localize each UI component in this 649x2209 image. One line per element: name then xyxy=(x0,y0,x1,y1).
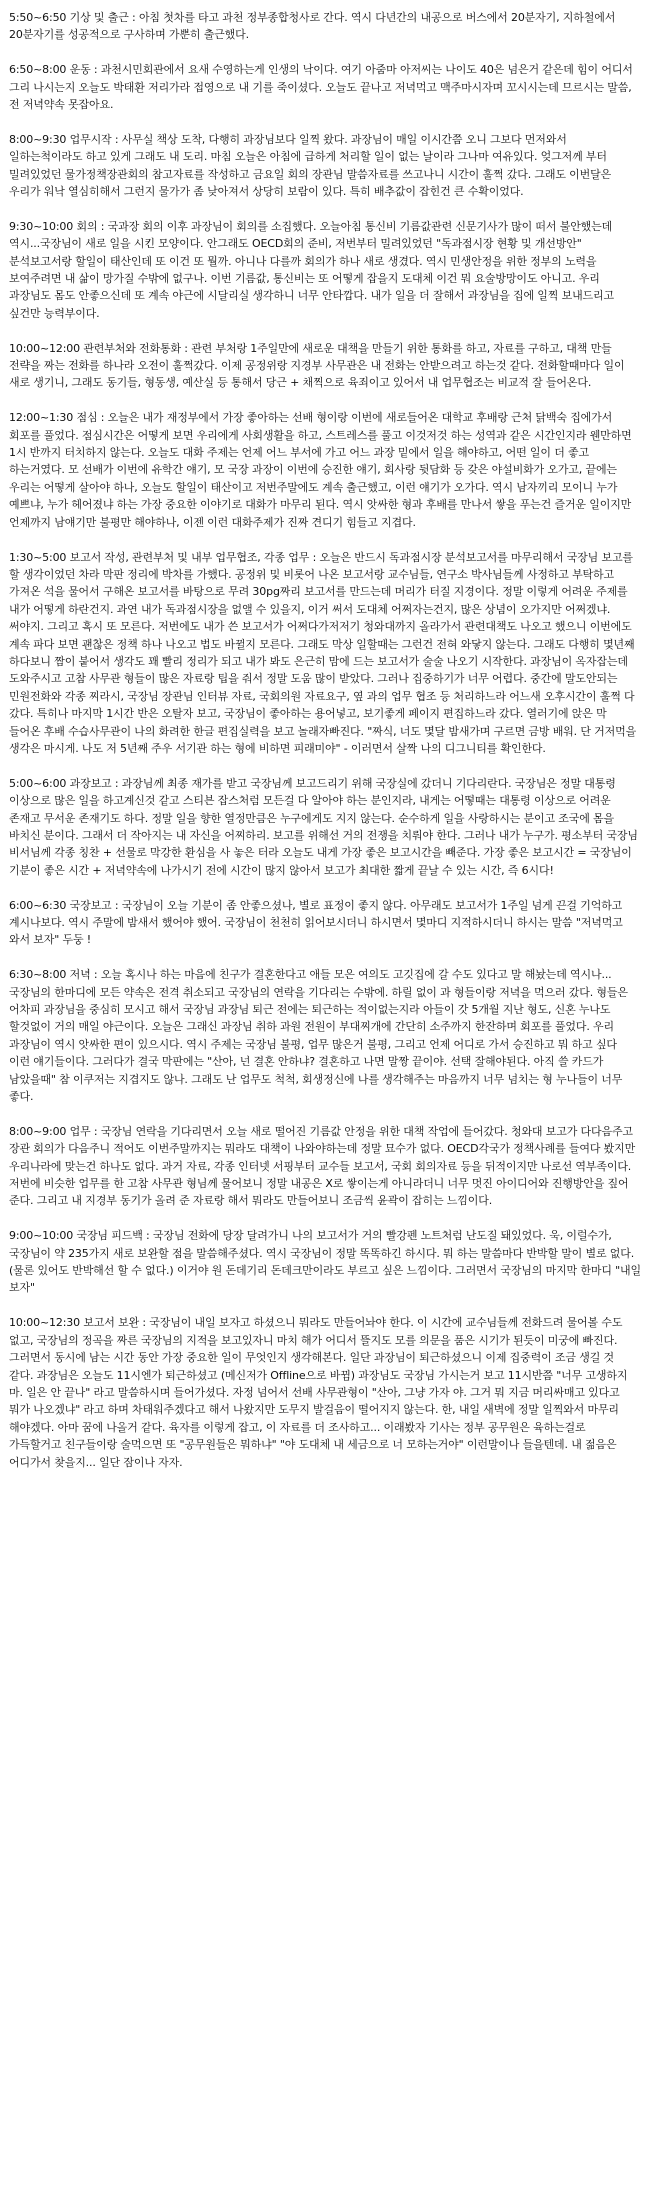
entry-evening-work: 8:00~9:00 업무 : 국장님 연락을 기다리면서 오늘 새로 떨어진 기름값 안정을 위한 대책 작업에 들어갔다. 청와대 보고가 다다음주고 장관 회의가 다음주니 적어도 이번주말까지는 뭐라도 대책이 나와야하는데 정말 묘수가 없다. OECD각국가 정책사례를 들여다 봤지만 우리나라에 맞는건 하나도 없다. 과거 자료, 각종 인터넷 서핑부터 교수들 보고서, 국회 회의자료 등을 뒤적이지만 나로선 역부족이다. 저번에 비슷한 업무를 한 고참 사무관 형님께 물어보니 정말 내공은 X로 쌓이는게 아니라더니 너무 멋진 아이디어와 진행방안을 짚어 준다. 그리고 내 지경부 동기가 올려 준 자료랑 해서 뭐라도 만들어보니 조금씩 윤곽이 잡히는 느낌이다. xyxy=(9,1124,636,1208)
paragraph-gap xyxy=(9,757,641,774)
entry-phone-calls: 10:00~12:00 관련부처와 전화통화 : 관련 부처랑 1주일만에 새로운 대책을 만들기 위한 통화를 하고, 자료를 구하고, 대책 만들 전략을 짜는 전화를 하나라 오전이 훌쩍갔다. 이제 공정위랑 지경부 사무관은 내 전화는 안받으려고 하는것 같다. 전화할때마다 일이 새로 생기니, 그래도 동기들, 형동생, 예산실 등 통해서 당근 + 채찍으로 육죄이고 있어서 내 업무협조는 비교적 잘 들어온다. xyxy=(9,341,625,390)
paragraph-gap xyxy=(9,322,641,339)
entry-report-revision: 10:00~12:30 보고서 보완 : 국장님이 내일 보자고 하셨으니 뭐라도 만들어놔야 한다. 이 시간에 교수님들께 전화드려 물어볼 수도 없고, 국장님의 정곡을 짜른 국장님의 지적을 보고있자니 마치 해가 어디서 뜰지도 모를 의문을 품은 시기가 된듯이 미궁에 빠진다. 그러면서 동시에 남는 시간 동안 가장 중요한 일이 무엇인지 생각해본다. 일단 과장님이 퇴근하셨으니 이제 집중력이 조금 생길 것 같다. 과장님은 오늘도 11시엔가 퇴근하셨고 (메신저가 Offline으로 바뀜) 과장님도 국장님 가시는거 보고 11시반쯤 "너무 고생하지 마. 일은 안 끝나" 라고 말씀하시며 들어가셨다. 자정 넘어서 선배 사무관형이 "산아, 그냥 가자 야. 그거 뭐 지금 머리싸매고 있다고 뭐가 나오겠냐" 라고 하며 차태워주겠다고 해서 나왔지만 도무지 발걸음이 떨어지지 않는다. 한, 내일 새벽에 정말 일찍와서 마무리 해야겠다. 아마 꿈에 나올거 같다. 육자를 이렇게 잡고, 이 자료를 더 조사하고... 이래봤자 기사는 정부 공무원은 육하는걸로 가득할거고 친구들이랑 술먹으면 또 "공무원들은 뭐하냐" "야 도대체 내 세금으로 너 모하는거야" 이런말이나 들을텐데. 내 젊음은 어디가서 찾을지... 일단 잠이나 자자. xyxy=(9,1316,628,1469)
entry-lunch: 12:00~1:30 점심 : 오늘은 내가 재정부에서 가장 좋아하는 선배 형이랑 이번에 새로들어온 대학교 후배랑 근처 닭백숙 집에가서 회포를 풀었다. 점심시간은 어떻게 보면 우리에게 사회생활을 하고, 스트레스를 풀고 이것저것 하는 성역과 같은 시간인지라 웬만하면 1시 반까지 터치하지 않는다. 오늘도 대화 주제는 언제 어느 부서에 가고 어느 과장 밑에서 일을 해야하고, 어떤 일이 더 좋고 하는거였다. 모 선배가 이번에 유학간 얘기, 모 국장 과장이 이번에 승진한 얘기, 회사랑 뒷담화 등 갖은 야설비화가 오가고, 끝에는 우리는 어떻게 살아야 하나, 오늘도 할일이 태산이고 저번주말에도 계속 출근했고, 이런 얘기가 오가다. 역시 남자끼리 모이니 누가 예쁘냐, 누가 헤어졌냐 하는 가장 중요한 이야기로 대화가 마무리 된다. 역시 앗싸한 형과 후배를 만나서 쌓을 푸는건 즐거운 일이지만 언제까지 남얘기만 불평만 해야하나, 이젠 이런 대화주제가 진짜 견디기 힘들고 지겹다. xyxy=(9,411,632,529)
entry-director-feedback: 9:00~10:00 국장님 피드백 : 국장님 전화에 당장 달려가니 나의 보고서가 거의 빨강펜 노트처럼 난도질 돼있었다. 욱, 이럴수가, 국장님이 약 235가지 새로 보완할 점을 말씀해주셨다. 역시 국장님이 정말 똑똑하긴 하시다. 뭐 하는 말씀마다 반박할 말이 별로 없다. (물론 있어도 반박해선 할 수 없다.) 이거야 원 돈데기리 돈데크만이라도 부르고 싶은 느낌이다. 그러면서 국장님의 마지막 한마디 "내일 보자" xyxy=(9,1229,642,1295)
entry-section-chief-report: 5:00~6:00 과장보고 : 과장님께 최종 재가를 받고 국장님께 보고드리기 위해 국장실에 갔더니 기다리란다. 국장님은 정말 대통령 이상으로 많은 일을 하고계신것 같고 스티븐 잡스처럼 모든걸 다 알아야 하는 분인지라, 내게는 어떻때는 대통령 이상으로 어려운 존재고 무서운 존재기도 하다. 정말 일을 향한 열정만큼은 누구에게도 지지 않는다. 순수하게 일을 사랑하시는 분이고 조국에 몸을 바치신 분이다. 그래서 더 작아지는 내 자신을 어찌하리. 보고를 위해선 거의 전쟁을 치뤄야 한다. 그러나 내가 누구가. 평소부터 국장님 비서님께 각종 칭찬 + 선물로 막강한 환심을 사 놓은 터라 오늘도 내게 가장 좋은 보고시간을 빼준다. 가장 좋은 보고시간 = 국장님이 기분이 좋은 시간 + 저녁약속에 나가시기 전에 시간이 많지 않아서 보고가 최대한 짧게 끝날 수 있는 시간, 즉 6시다! xyxy=(9,776,638,877)
entry-wakeup-commute: 5:50~6:50 기상 및 출근 : 아침 첫차를 타고 과천 정부종합청사로 간다. 역시 다년간의 내공으로 버스에서 20분자기, 지하철에서 20분자기를 성공적으로 구사하며 가뿐히 출근했다. xyxy=(9,11,616,42)
entry-dinner: 6:30~8:00 저녁 : 오늘 혹시나 하는 마음에 친구가 결혼한다고 애들 모은 여의도 고깃집에 갈 수도 있다고 말 해놨는데 역시나... 국장님의 한마디에 모든 약속은 전격 취소되고 국장님의 연락을 기다리는 수밖에. 하릴 없이 과 형들이랑 저녁을 먹으러 갔다. 형들은 어차피 과장님을 중심히 모시고 해서 국장님 과장님 퇴근 전에는 퇴근하는 적이없는지라 아들이 갓 5개월 지난 형도, 신혼 누나도 할것없이 거의 매일 야근이다. 오늘은 그래신 과장님 취하 과원 전원이 부대찌개에 간단히 소주까지 한잔하며 회포를 풀었다. 우리 과장님이 역시 앗싸한 편이 있으시다. 역시 주제는 국장님 불평, 업무 많은거 불평, 그리고 언제 어디로 가서 승진하고 뭐 하고 싶다 이런 얘기들이다. 그러다가 결국 막판에는 "산아, 넌 결혼 안하냐? 결혼하고 나면 말짱 끝이야. 선택 잘해야된다. 아직 쓸 카드가 남았을때" 참 이쿠저는 지겹지도 않나. 그래도 난 업무도 척척, 회생정신에 나를 생각해주는 마음까지 너무 넘치는 형 누나들이 너무 좋다. xyxy=(9,968,628,1104)
entry-exercise: 6:50~8:00 운동 : 과천시민회관에서 요새 수영하는게 인생의 낙이다. 여기 아줌마 아저씨는 나이도 40은 넘은거 같은데 힘이 어디서 그리 나시는지 오늘도 박태환 저리가라 접영으로 내 기를 죽이셨다. 오늘도 끝나고 저녁먹고 맥주마시자며 꼬시시는데 므르시는 말씀, 전 저녁약속 못잡아요. xyxy=(9,63,633,112)
paragraph-gap xyxy=(9,1105,641,1122)
paragraph-gap xyxy=(9,113,641,130)
paragraph-gap xyxy=(9,1297,641,1314)
paragraph-gap xyxy=(9,949,641,966)
paragraph-gap xyxy=(9,1210,641,1227)
paragraph-gap xyxy=(9,200,641,217)
entry-director-report: 6:00~6:30 국장보고 : 국장님이 오늘 기분이 좀 안좋으셨나, 별로 표정이 좋지 않다. 아무래도 보고서가 1주일 넘게 끈걸 기억하고 계시나보다. 역시 주말에 밤새서 했어야 했어. 국장님이 천천히 읽어보시더니 하시면서 몇마디 지적하시더니 하시는 말씀 "저녁먹고 와서 보자" 두둥 ! xyxy=(9,898,623,947)
paragraph-gap xyxy=(9,531,641,548)
entry-report-writing: 1:30~5:00 보고서 작성, 관련부처 및 내부 업무협조, 각종 업무 : 오늘은 반드시 독과점시장 분석보고서를 마무리해서 국장님 보고를 할 생각이었던 차라 막판 정리에 박차를 가했다. 공정위 및 비롯어 나온 보고서랑 교수님들, 연구소 박사님들께 사정하고 부탁하고 가져온 석을 물어서 구해온 보고서를 바탕으로 무려 30pg짜리 보고서를 만드는데 머리가 터질 지경이다. 정말 이렇게 어려운 주제를 내가 어떻게 하란건지. 과연 내가 독과점시장을 없앨 수 있을지, 이거 써서 도대체 어쩌자는건지, 많은 상념이 오가지만 어쩌겠냐. 써야지. 그리고 혹시 또 모른다. 저번에도 내가 쓴 보고서가 어쩌다가저저기 청와대까지 올라가서 관련대책도 나오고 했으니 이번에도 계속 파다 보면 괜찮은 정책 하나 나오고 법도 바뀔지 모른다. 그래도 막상 일할때는 그런건 전혀 와닿지 않는다. 그래도 다행히 몇년째 하다보니 짬이 붙어서 생각도 꽤 빨리 정리가 되고 내가 봐도 은근히 맘에 드는 보고서가 술술 나오기 시작한다. 과장님이 옥자잡는데 도와주시고 고참 사무관 형들이 많은 자료랑 팁을 줘서 정말 도움 많이 받았다. 그러나 집중하기가 너무 어렵다. 중간에 말도안되는 민원전화와 각종 찌라시, 국장님 장관님 인터뷰 자료, 국회의원 자료요구, 옆 과의 업무 협조 등 처리하느라 어느새 오후시간이 훌쩍 다 갔다. 특히나 마지막 1시간 반은 오탈자 보고, 국장님이 좋아하는 용어넣고, 보기좋게 페이지 편집하느라 갔다. 열러기에 앉은 막 들어온 후배 수습사무관이 나의 화려한 한글 편집실력을 보고 놀래자빠진다. "짜식, 너도 몇달 밤새가며 구르면 금방 배워. 단 거저먹을 생각은 마시게. 나도 저 5년째 주우 서기관 하는 형에 비하면 피래미야" - 이러면서 살짝 나의 디그니티를 확인한다. xyxy=(9,550,637,755)
entry-meeting: 9:30~10:00 회의 : 국과장 회의 이후 과장님이 회의를 소집했다. 오늘아침 통신비 기름값관련 신문기사가 많이 떠서 불안했는데 역시...국장님이 새로 일을 시킨 모양이다. 안그래도 OECD회의 준비, 저번부터 밀려있었던 "독과점시장 현황 및 개선방안" 분석보고서랑 할일이 태산인데 또 이건 또 뭘까. 아니나 다를까 회의가 하나 새로 생겼다. 역시 민생안정을 위한 정부의 노력을 보여주려면 내 삶이 망가질 수밖에 없구나. 이번 기름값, 통신비는 또 어떻게 잡을지 도대체 이건 뭐 요술방망이도 아니고. 우리 과장님도 몸도 안좋으신데 또 계속 야근에 시달리실 생각하니 너무 안타깝다. 내가 일을 더 잘해서 과장님을 집에 일찍 보내드리고 싶건만 능력부이다. xyxy=(9,219,614,320)
entry-work-start: 8:00~9:30 업무시작 : 사무실 책상 도착, 다행히 과장님보다 일찍 왔다. 과장님이 매일 이시간쯤 오니 그보다 먼저와서 일하는척이라도 하고 있게 그래도 내 도리. 마침 오늘은 아침에 급하게 처리할 일이 없는 날이라 그나마 여유있다. 엊그저께 부터 밀려있었던 물가정책장관회의 참고자료를 작성하고 금요일 회의 장관님 말씀자료를 쓰고나니 시간이 훌쩍 갔다. 그래도 이번달은 우리가 워낙 열심히해서 그런지 물가가 좀 낮아져서 상당히 보람이 있다. 특히 배추값이 잡힌건 큰 수확이었다. xyxy=(9,132,612,199)
paragraph-gap xyxy=(9,392,641,409)
paragraph-gap xyxy=(9,879,641,896)
paragraph-gap xyxy=(9,44,641,61)
